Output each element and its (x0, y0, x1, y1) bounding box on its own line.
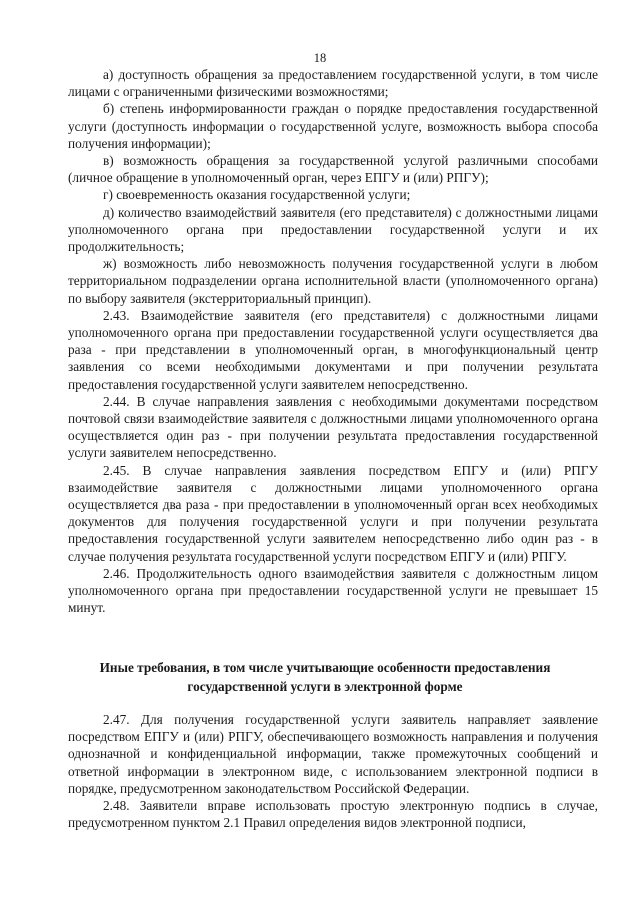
paragraph-zh: ж) возможность либо невозможность получения государственной услуги в любом территориальном подразделении органа исполнительной власти (уполномоченного органа) по выбору заявителя (экстерриториальный принцип). (68, 256, 598, 306)
paragraph-g: г) своевременность оказания государственной услуги; (103, 187, 411, 203)
paragraph-2-44: 2.44. В случае направления заявления с необходимыми документами посредством почтовой связи взаимодействие заявителя с должностными лицами уполномоченного органа осуществляется один раз - при получении результата предоставления государственной услуги заявителем непосредственно. (68, 393, 598, 461)
paragraph-d: д) количество взаимодействий заявителя (его представителя) с должностными лицами уполномоченного органа при предоставлении государственной услуги и их продолжительность; (68, 204, 598, 255)
paragraph-b: б) степень информированности граждан о порядке предоставления государственной услуги (доступность информации о государственной услуге, возможность выбора способа получения информации); (68, 101, 598, 151)
paragraph-v: в) возможность обращения за государственной услугой различными способами (личное обращение в уполномоченный орган, через ЕПГУ и (или) РПГУ); (68, 153, 598, 186)
paragraph-2-45: 2.45. В случае направления заявления посредством ЕПГУ и (или) РПГУ взаимодействие заявителя с должностными лицами уполномоченного органа осуществляется два раза - при предоставлении в уполномоченный орган всех необходимых документов для получения государственной услуги и при получении результата предоставления государственной услуги заявителем непосредственно либо один раз - в случае получения результата государственной услуги посредством ЕПГУ и (или) РПГУ. (68, 462, 598, 564)
text-block-bottom (68, 711, 598, 831)
paragraph-2-47: 2.47. Для получения государственной услуги заявитель направляет заявление посредством ЕПГУ и (или) РПГУ, обеспечивающего возможность направления и получения однозначной и конфиденциальной информации, также промежуточных сообщений и ответной информации в электронном виде, с использованием электронной подписи в порядке, предусмотренном законодательством Российской Федерации. (68, 712, 598, 796)
text-block-top (68, 66, 598, 617)
paragraph-2-46: 2.46. Продолжительность одного взаимодействия заявителя с должностным лицом уполномоченного органа при предоставлении государственной услуги не превышает 15 минут. (68, 565, 598, 616)
section-heading: Иные требования, в том числе учитывающие особенности предоставления государственной услуги в электронной форме (99, 660, 551, 694)
paragraph-2-48: 2.48. Заявители вправе использовать простую электронную подпись в случае, предусмотренном пунктом 2.1 Правил определения видов электронной подписи, (68, 798, 598, 831)
section-heading-block (90, 659, 560, 696)
paragraph-a: а) доступность обращения за предоставлением государственной услуги, в том числе лицами с ограниченными физическими возможностями; (68, 67, 598, 100)
paragraph-2-43: 2.43. Взаимодействие заявителя (его представителя) с должностными лицами уполномоченного органа при предоставлении государственной услуги осуществляется два раза - при представлении в уполномоченный орган, в многофункциональный центр заявления со всеми необходимыми документами и при получении результата предоставления государственной услуги заявителем непосредственно. (68, 307, 598, 392)
page-number: 18 (313, 51, 327, 65)
